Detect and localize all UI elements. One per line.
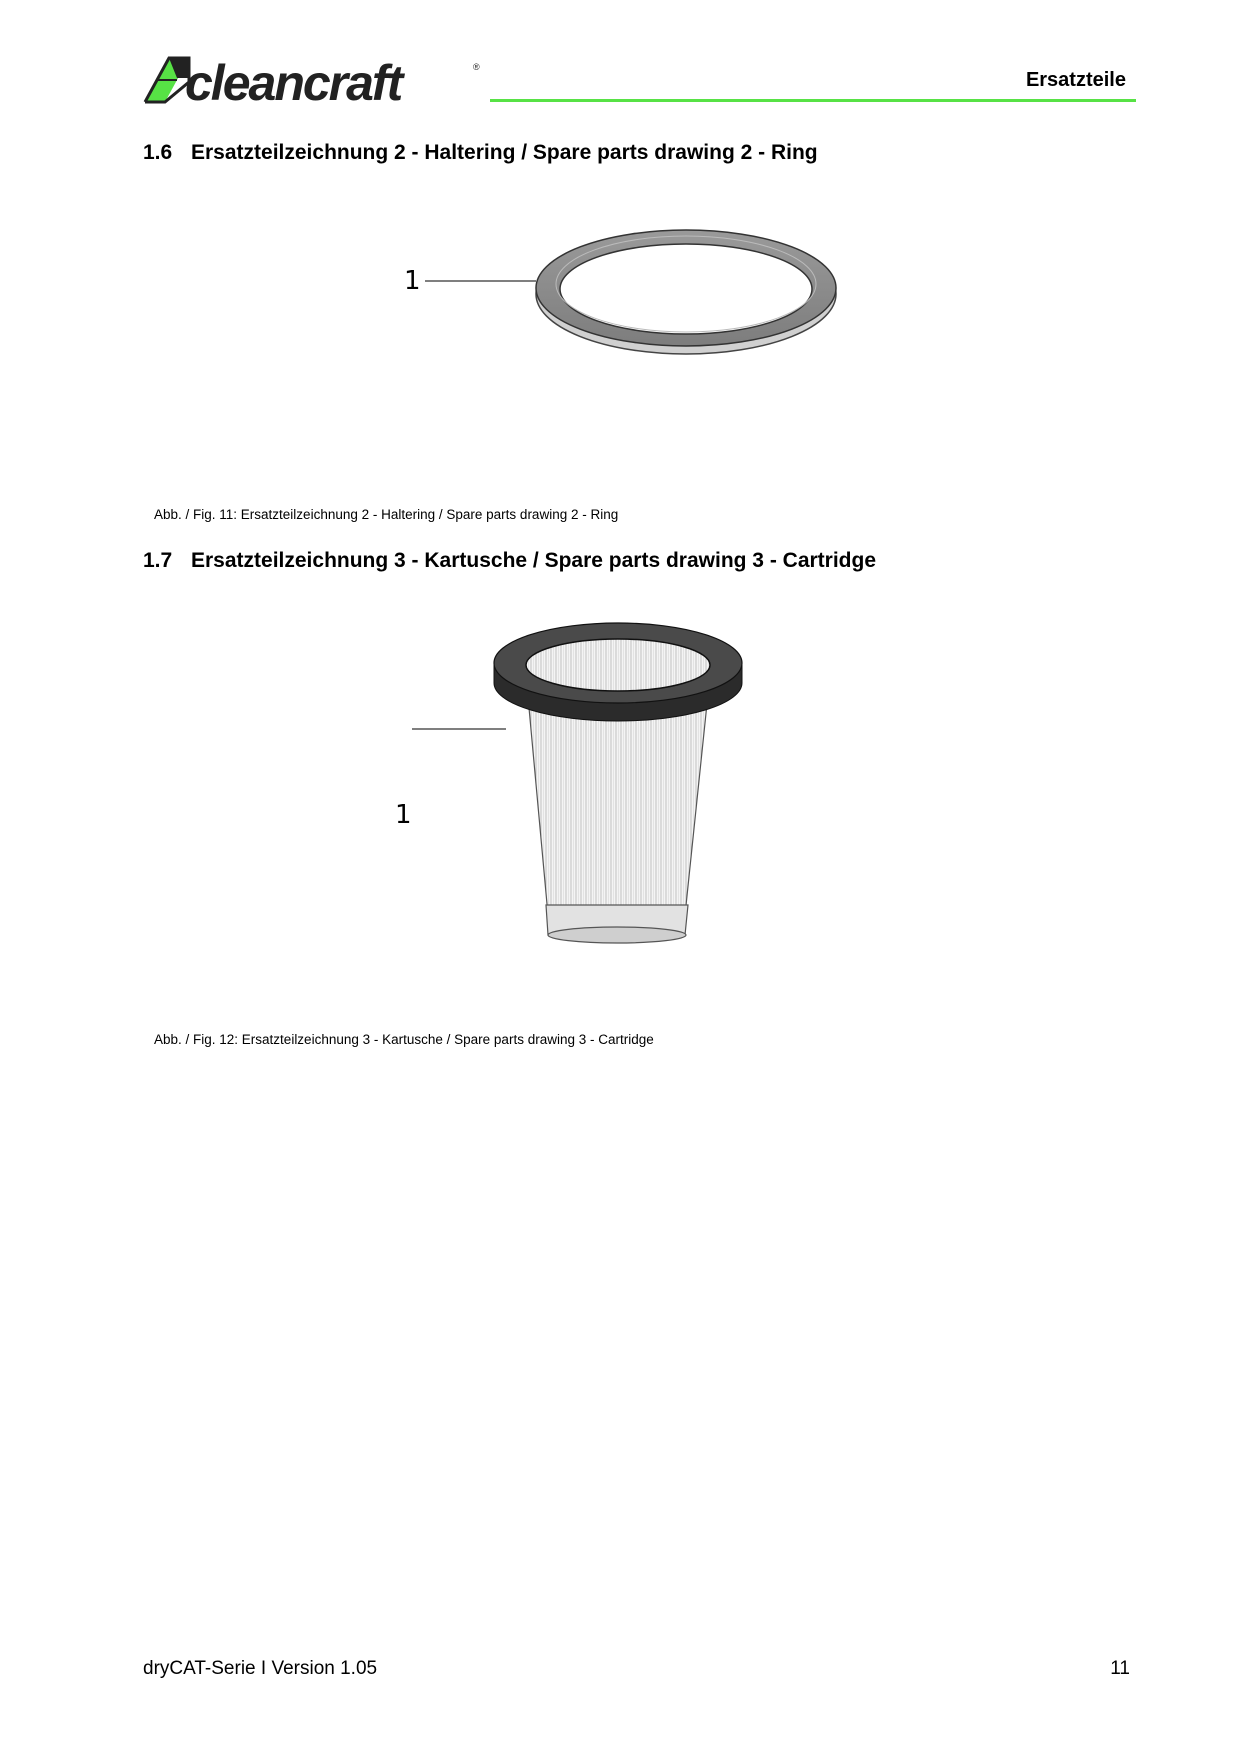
section-heading-1-6 [143,141,818,165]
figure-caption-11: Abb. / Fig. 11: Ersatzteilzeichnung 2 - Haltering / Spare parts drawing 2 - Ring [154,507,619,522]
part-callout-1: 1 [395,800,412,830]
footer-page-number: 11 [1110,1658,1130,1679]
section-title: Ersatzteilzeichnung 2 - Haltering / Spare parts drawing 2 - Ring [191,141,818,164]
part-callout-1: 1 [404,266,421,296]
cleancraft-logo [143,52,483,108]
header-section-label: Ersatzteile [1025,69,1126,91]
footer-document-version: dryCAT-Serie I Version 1.05 [143,1658,378,1679]
header-rule [490,99,1136,102]
logo-cube-icon [145,58,189,102]
ring-drawing [390,210,870,360]
section-number: 1.6 [143,141,173,164]
logo-wordmark: cleancraft [185,55,402,108]
figure-caption-12: Abb. / Fig. 12: Ersatzteilzeichnung 3 - Kartusche / Spare parts drawing 3 - Cartridge [154,1032,654,1047]
section-heading-1-7 [143,549,876,573]
registered-mark: ® [473,62,480,72]
section-number: 1.7 [143,549,173,572]
section-title: Ersatzteilzeichnung 3 - Kartusche / Spare parts drawing 3 - Cartridge [191,549,877,572]
cartridge-drawing [380,605,820,965]
